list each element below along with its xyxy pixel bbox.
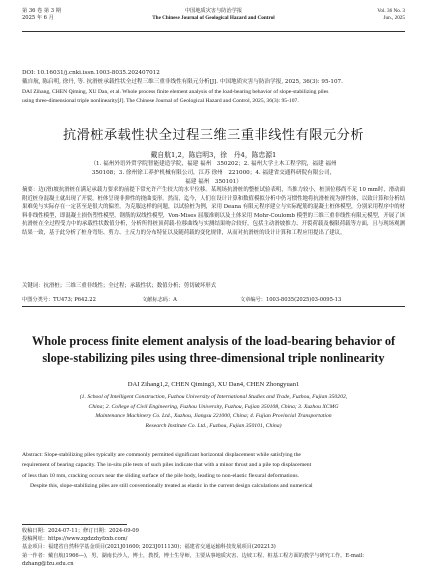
footnote-rule [22, 524, 127, 525]
volume-issue-en: Vol. 36 No. 3 [377, 8, 405, 14]
funding: 基金项目：福建省自然科学基金项目(2021J01600; 2023J011130)；福建省交通运输科技发展项目(202213) [22, 544, 276, 551]
abstract-en-line-1: Abstract: Slope-stabilizing piles typically are commonly permitted significant horizontal displacement while satisfying the [22, 452, 301, 458]
authors-cn: 戴自航1,2，陈启明3，徐 丹4，陈忠源1 [150, 151, 277, 159]
affiliation-en-line-1: (1. School of Intelligent Construction, Fuzhou University of International Studies and Trade, Fuzhou, Fujian 350202, [79, 394, 348, 400]
clc-number: 中图分类号：TU473; P642.22 [22, 297, 96, 303]
date-cn: 2025 年 6 月 [22, 15, 54, 21]
header-rule [22, 31, 405, 32]
abstract-en [22, 450, 405, 492]
citation-en-line-1: DAI Zihang, CHEN Qiming, XU Dan, et al. Whole process finite element analysis of the load-bearing behavior of slope-stabilizing piles [22, 89, 329, 95]
footnotes [22, 527, 405, 568]
date-en: Jun., 2025 [383, 15, 405, 21]
document-code: 文献标志码：A [142, 297, 177, 303]
abstract-cn: 摘要：边(滑)坡抗滑桩在满足承载力要求的前提下常允许产生较大的水平位移。某现场抗滑桩的整桩试验表明，当推力较小，桩顶位移尚不足 10 mm时，滑动面附近桩身混凝土就出现了开裂，桩体呈现非弹性的挠曲变形。然而，迄今，人们在设计计算和数值模拟分析中仍习惯性地将抗滑桩视为弹性体，以致计算和分析结果难免与实际存在一定甚至是很大的偏差。为克服这样的问题，以试验桩为例，采用 Deana 有限元程序建立与实际配筋的混凝土桩体模型，分别采用程序中的材料非线性模型，即混凝土损伤塑性模型，钢筋的双线性模型，Von-Mises 屈服准则以及土体采用 Mohr-Coulomb 模型的三维三重非线性有限元模型，开展了该抗滑桩在全过程受力中的承载性状数值分析，分析所得桩顶荷载-位移曲线与实测结果吻合较好，包括主动滑坡推力、开裂荷载及极限荷载等方面，且与现场观测结果一致，基于此分析了桩身弯矩、剪力、土反力的分布特征以及随荷载的变化规律，从而对抗滑桩的设计计算和工程应用提出了建议。 [22, 187, 405, 236]
title-cn: 抗滑桩承载性状全过程三维三重非线性有限元分析 [62, 128, 365, 143]
abstract-en-line-4: Despite this, slope-stabilizing piles are still conventionally treated as elastic in the current design calculations and numerical [30, 483, 313, 490]
doi: DOI: 10.16031/j.cnki.issn.1003-8035.202407012 [22, 70, 160, 76]
abstract-en-line-3: of less than 10 mm, cracking occurs near the sliding surface of the pile body, leading to non-elastic flexural deformations. [22, 472, 299, 479]
affiliation-cn-line-3: 福建 福州 350101） [185, 179, 242, 185]
journal-header [22, 8, 405, 30]
citation-cn: 戴自航, 陈启明, 徐丹, 等. 抗滑桩承载性状全过程三维三重非线性有限元分析[J]. 中国地质灾害与防治学报, 2025, 36(3): 95-107. [22, 79, 343, 85]
submission-url: 投稿网址：https://www.zgdzzhyfzxb.com/ [22, 536, 128, 543]
journal-name-en: The Chinese Journal of Geological Hazard and Control [152, 15, 275, 21]
title-en-line-2: slope-stabilizing piles using three-dimensional triple nonlinearity [42, 351, 385, 365]
title-en [0, 333, 427, 367]
authors-en: DAI Zihang1,2, CHEN Qiming3, XU Dan4, CHEN Zhongyuan1 [127, 381, 300, 388]
volume-issue-cn: 第 36 卷 第 3 期 [22, 8, 61, 14]
article-number: 文章编号：1003-8035(2025)03-0095-13 [240, 297, 342, 303]
section-rule [22, 306, 405, 307]
affiliation-en-line-4: Research Institute Co. Ltd., Fuzhou, Fujian 350101, China) [145, 422, 282, 429]
affiliation-cn-line-2: 350108；3. 徐州徐工养护机械有限公司，江苏 徐州 221000；4. 福建省交通科研院有限公司， [91, 170, 336, 176]
citation-en-line-2: using three-dimensional triple nonlinearity[J]. The Chinese Journal of Geological Hazard and Control, 2025, 36(3): 95-107. [22, 98, 299, 104]
keywords-cn: 关键词：抗滑桩；三维三重非线性；全过程；承载性状；数值分析；剪切破坏形式 [22, 283, 217, 289]
abstract-en-line-2: requirement of bearing capacity. The in-situ pile tests of such piles indicate that with a minor thrust and a pile top displacement [22, 462, 312, 469]
author-bio: 第一作者：戴自航(1966—)，男，湖南长沙人，博士，教授，博士生导师，主要从事地质灾害、边坡工程、桩基工程方面的教学与研究工作。E-mail: dzhang@fzu.edu.cn [22, 552, 365, 567]
received-date: 收稿日期：2024-07-11；修订日期：2024-09-09 [22, 528, 139, 534]
affiliation-en [40, 393, 387, 431]
affiliation-en-line-2: China; 2. College of Civil Engineering, Fuzhou University, Fuzhou, Fujian 350108, China; 3. Xuzhou XCMG [88, 403, 339, 410]
affiliation-cn-line-1: （1. 福州外语外贸学院智能建造学院，福建 福州 350202；2. 福州大学土木工程学院，福建 福州 [90, 161, 337, 167]
affiliation-en-line-3: Maintenance Machinery Co. Ltd., Xuzhou, Jiangsu 221000, China; 4. Fujian Provincial Transportation [95, 413, 332, 420]
title-en-line-1: Whole process finite element analysis of the load-bearing behavior of [31, 334, 396, 348]
journal-name-cn: 中国地质灾害与防治学报 [184, 8, 243, 14]
